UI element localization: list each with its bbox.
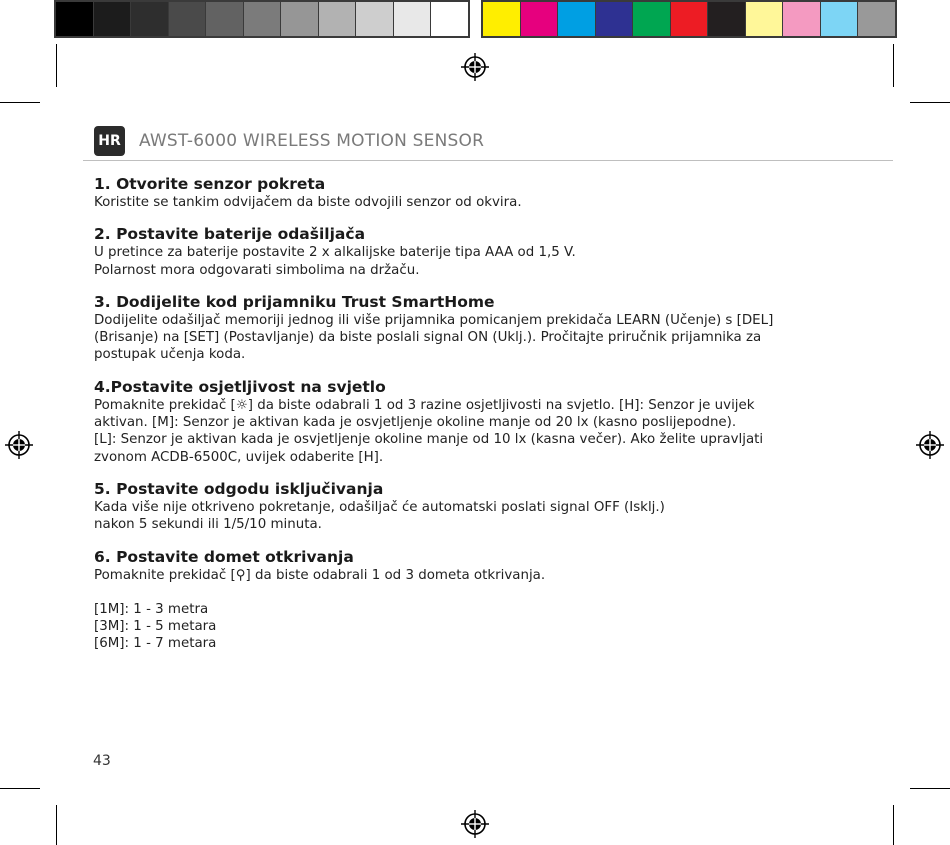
- process-color-swatch: [671, 2, 709, 36]
- process-color-swatch: [596, 2, 634, 36]
- grayscale-swatch: [319, 2, 357, 36]
- section-text-line: [L]: Senzor je aktivan kada je osvjetljenje okoline manje od 10 lx (kasna večer). Ako želite upravljati: [94, 432, 764, 448]
- registration-mark-right-icon: [915, 430, 945, 460]
- language-badge: HR: [94, 126, 125, 156]
- section-title: 3. Dodijelite kod prijamniku Trust SmartHome: [94, 292, 495, 311]
- section-text-line: Polarnost mora odgovarati simbolima na držaču.: [94, 262, 420, 278]
- registration-mark-left-icon: [4, 430, 34, 460]
- section-off-delay: [94, 479, 864, 534]
- range-option: [6M]: 1 - 7 metara: [94, 636, 217, 652]
- grayscale-swatch: [131, 2, 169, 36]
- crop-mark-top-right-h: [910, 102, 950, 103]
- process-color-swatch: [783, 2, 821, 36]
- process-color-swatch: [858, 2, 895, 36]
- grayscale-color-bar: [54, 0, 470, 38]
- process-color-swatch: [633, 2, 671, 36]
- range-option: [1M]: 1 - 3 metra: [94, 601, 209, 617]
- crop-mark-bottom-right-v: [893, 805, 894, 845]
- crop-mark-bottom-left-h: [0, 788, 40, 789]
- section-text-line: Dodijelite odašiljač memoriji jednog ili više prijamnika pomicanjem prekidača LEARN (Učenje) s [DEL]: [94, 312, 774, 328]
- section-light-sensitivity: [94, 377, 864, 466]
- section-text-line: Koristite se tankim odvijačem da biste odvojili senzor od okvira.: [94, 195, 522, 210]
- section-title: 6. Postavite domet otkrivanja: [94, 547, 354, 566]
- grayscale-swatch: [244, 2, 282, 36]
- section-open-sensor: [94, 174, 864, 211]
- crop-mark-top-right-v: [893, 44, 894, 87]
- grayscale-swatch: [56, 2, 94, 36]
- page-number: 43: [93, 753, 111, 769]
- registration-mark-bottom-icon: [460, 809, 490, 839]
- process-color-swatch: [558, 2, 596, 36]
- registration-mark-top-icon: [460, 52, 490, 82]
- document-title: AWST-6000 WIRELESS MOTION SENSOR: [139, 131, 485, 151]
- section-title: 4.Postavite osjetljivost na svjetlo: [94, 377, 386, 396]
- process-color-bar: [481, 0, 897, 38]
- section-title: 5. Postavite odgodu isključivanja: [94, 479, 384, 498]
- section-batteries: [94, 224, 864, 279]
- crop-mark-bottom-left-v: [56, 805, 57, 845]
- section-title: 2. Postavite baterije odašiljača: [94, 225, 366, 244]
- grayscale-swatch: [431, 2, 468, 36]
- section-text-line: Pomaknite prekidač [⚲] da biste odabrali 1 od 3 dometa otkrivanja.: [94, 567, 546, 583]
- section-text-line: U pretince za baterije postavite 2 x alkalijske baterije tipa AAA od 1,5 V.: [94, 245, 576, 261]
- section-text-line: nakon 5 sekundi ili 1/5/10 minuta.: [94, 517, 322, 533]
- process-color-swatch: [483, 2, 521, 36]
- section-text-line: Kada više nije otkriveno pokretanje, odašiljač će automatski poslati signal OFF (Isklj.): [94, 499, 665, 515]
- instructions-content: [94, 174, 864, 666]
- crop-mark-top-left-v: [56, 44, 57, 87]
- range-option: [3M]: 1 - 5 metara: [94, 619, 217, 635]
- grayscale-swatch: [394, 2, 432, 36]
- grayscale-swatch: [169, 2, 207, 36]
- crop-mark-top-left-h: [0, 102, 40, 103]
- grayscale-swatch: [356, 2, 394, 36]
- section-text-line: aktivan. [M]: Senzor je aktivan kada je osvjetljenje okoline manje od 20 lx (kasno poslijepodne).: [94, 415, 737, 431]
- process-color-swatch: [521, 2, 559, 36]
- section-text-line: zvonom ACDB-6500C, uvijek odaberite [H].: [94, 449, 384, 465]
- section-text-line: (Brisanje) na [SET] (Postavljanje) da biste poslali signal ON (Uklj.). Pročitajte priručnik prijamnika za: [94, 330, 762, 346]
- section-assign-code: [94, 292, 864, 364]
- grayscale-swatch: [206, 2, 244, 36]
- section-text-line: postupak učenja koda.: [94, 347, 246, 363]
- header-divider: [83, 160, 893, 161]
- process-color-swatch: [821, 2, 859, 36]
- section-text-line: Pomaknite prekidač [☼] da biste odabrali 1 od 3 razine osjetljivosti na svjetlo. [H]: Senzor je uvijek: [94, 397, 755, 413]
- section-title: 1. Otvorite senzor pokreta: [94, 175, 326, 193]
- grayscale-swatch: [94, 2, 132, 36]
- process-color-swatch: [746, 2, 784, 36]
- process-color-swatch: [708, 2, 746, 36]
- grayscale-swatch: [281, 2, 319, 36]
- crop-mark-bottom-right-h: [910, 788, 950, 789]
- section-detection-range: [94, 547, 864, 653]
